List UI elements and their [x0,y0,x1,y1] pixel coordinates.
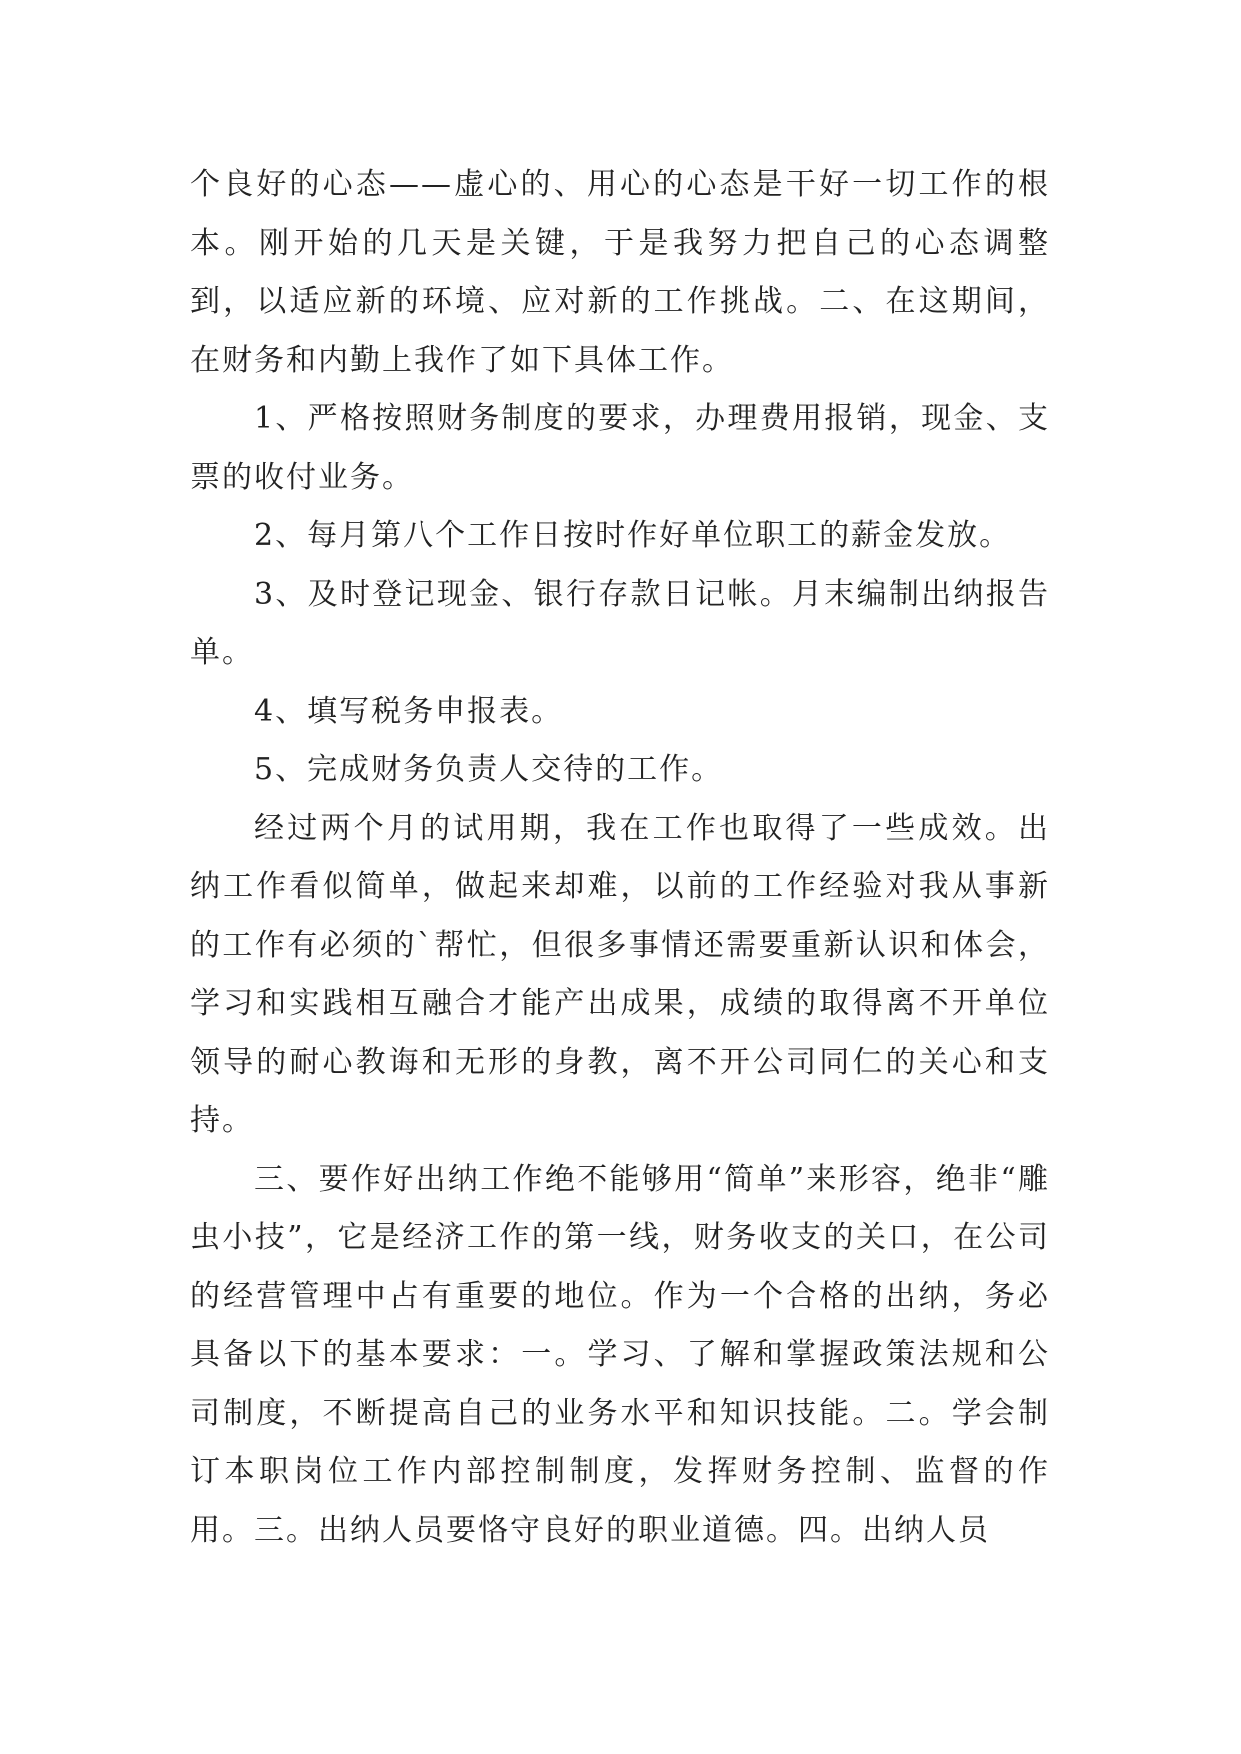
paragraph-item-3: 3、及时登记现金、银行存款日记帐。月末编制出纳报告单。 [190,576,1050,670]
paragraph-section-three: 三、要作好出纳工作绝不能够用“简单”来形容，绝非“雕虫小技”，它是经济工作的第一线，财务收支的关口，在公司的经营管理中占有重要的地位。作为一个合格的出纳，务必具备以下的基本要求：一。学习、了解和掌握政策法规和公司制度，不断提高自己的业务水平和知识技能。二。学会制订本职岗位工作内部控制制度，发挥财务控制、监督的作用。三。出纳人员要恪守良好的职业道德。四。出纳人员 [190,1161,1050,1548]
paragraph-results: 经过两个月的试用期，我在工作也取得了一些成效。出纳工作看似简单，做起来却难，以前的工作经验对我从事新的工作有必须的`帮忙，但很多事情还需要重新认识和体会，学习和实践相互融合才能产出成果，成绩的取得离不开单位领导的耐心教诲和无形的身教，离不开公司同仁的关心和支持。 [190,810,1050,1138]
paragraph-item-5: 5、完成财务负责人交待的工作。 [254,752,724,787]
body-text [190,156,1050,1560]
paragraph-continuation: 个良好的心态——虚心的、用心的心态是干好一切工作的根本。刚开始的几天是关键，于是我努力把自己的心态调整到，以适应新的环境、应对新的工作挑战。二、在这期间，在财务和内勤上我作了如下具体工作。 [190,167,1050,378]
paragraph-item-2: 2、每月第八个工作日按时作好单位职工的薪金发放。 [254,518,1012,553]
paragraph-item-1: 1、严格按照财务制度的要求，办理费用报销，现金、支票的收付业务。 [190,401,1050,495]
paragraph-item-4: 4、填写税务申报表。 [254,693,564,729]
